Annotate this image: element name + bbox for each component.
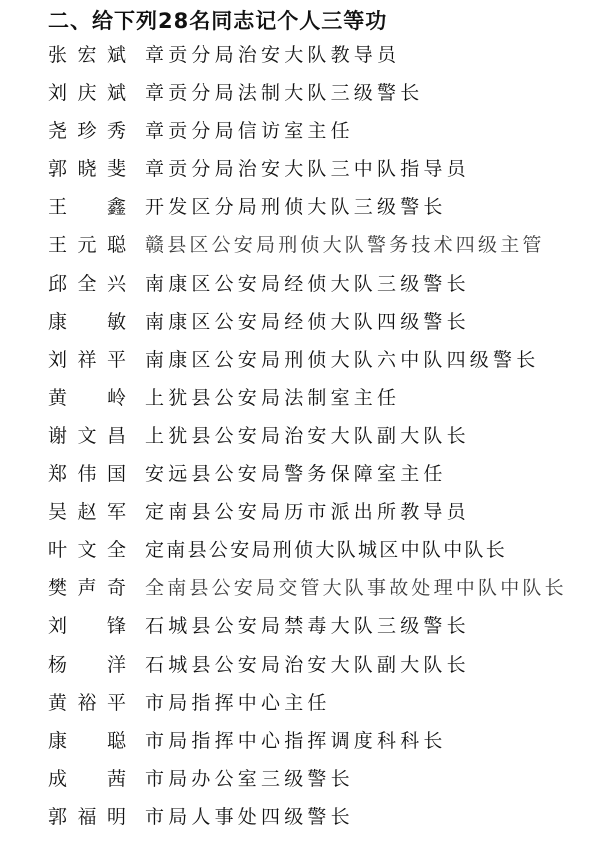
awardee-title: 石城县公安局治安大队副大队长: [145, 653, 470, 676]
list-item: [0, 226, 600, 264]
list-item: [0, 74, 600, 112]
awardee-name: 叶文全: [48, 539, 128, 562]
awardee-name: 黄裕平: [48, 691, 128, 714]
awardee-title: 安远县公安局警务保障室主任: [145, 463, 447, 486]
awardee-name: 刘庆斌: [48, 82, 128, 105]
awardee-list: [0, 36, 600, 836]
awardee-name: 邱全兴: [48, 272, 128, 295]
awardee-name: 吴赵军: [48, 501, 128, 524]
awardee-name: 郭福明: [48, 805, 128, 828]
list-item: [0, 36, 600, 74]
awardee-name: 谢文昌: [48, 424, 128, 447]
awardee-name: 刘 锋: [48, 615, 128, 638]
awardee-name: 张宏斌: [48, 44, 128, 66]
awardee-title: 市局人事处四级警长: [145, 805, 354, 828]
awardee-title: 南康区公安局刑侦大队六中队四级警长: [145, 348, 540, 371]
list-item: [0, 303, 600, 341]
awardee-title: 南康区公安局经侦大队四级警长: [145, 310, 470, 333]
awardee-title: 上犹县公安局治安大队副大队长: [145, 424, 470, 447]
awardee-title: 市局指挥中心主任: [145, 691, 331, 714]
awardee-title: 南康区公安局经侦大队三级警长: [145, 272, 470, 295]
awardee-name: 王元聪: [48, 234, 128, 257]
list-item: [0, 569, 600, 607]
list-item: [0, 188, 600, 226]
awardee-title: 石城县公安局禁毒大队三级警长: [145, 615, 470, 638]
list-item: [0, 722, 600, 760]
list-item: [0, 798, 600, 836]
awardee-title: 章贡分局治安大队三中队指导员: [145, 158, 470, 181]
awardee-name: 杨 洋: [48, 653, 128, 676]
list-item: [0, 455, 600, 493]
awardee-title: 定南县公安局历市派出所教导员: [145, 501, 470, 524]
awardee-title: 章贡分局法制大队三级警长: [145, 82, 424, 105]
awardee-name: 郭晓斐: [48, 158, 128, 181]
awardee-title: 市局指挥中心指挥调度科科长: [145, 729, 447, 752]
awardee-name: 康 敏: [48, 310, 128, 333]
awardee-name: 王 鑫: [48, 196, 128, 219]
list-item: [0, 684, 600, 722]
list-item: [0, 112, 600, 150]
awardee-title: 章贡分局治安大队教导员: [145, 44, 401, 66]
awardee-name: 樊声奇: [48, 577, 128, 600]
list-item: [0, 531, 600, 569]
list-item: [0, 646, 600, 684]
list-item: [0, 341, 600, 379]
list-item: [0, 150, 600, 188]
list-item: [0, 760, 600, 798]
awardee-name: 康 聪: [48, 729, 128, 752]
list-item: [0, 379, 600, 417]
list-item: [0, 417, 600, 455]
awardee-name: 尧珍秀: [48, 120, 128, 143]
list-item: [0, 493, 600, 531]
section-heading: 二、给下列28名同志记个人三等功: [48, 9, 388, 33]
list-item: [0, 265, 600, 303]
awardee-name: 成 茜: [48, 767, 128, 790]
awardee-name: 郑伟国: [48, 463, 128, 486]
awardee-name: 刘祥平: [48, 348, 128, 371]
list-item: [0, 607, 600, 645]
awardee-title: 市局办公室三级警长: [145, 767, 354, 790]
awardee-title: 定南县公安局刑侦大队城区中队中队长: [145, 539, 508, 562]
awardee-title: 赣县区公安局刑侦大队警务技术四级主管: [145, 234, 545, 257]
awardee-title: 开发区分局刑侦大队三级警长: [145, 196, 447, 219]
awardee-title: 全南县公安局交管大队事故处理中队中队长: [145, 577, 567, 600]
awardee-title: 上犹县公安局法制室主任: [145, 386, 401, 409]
awardee-name: 黄 岭: [48, 386, 128, 409]
awardee-title: 章贡分局信访室主任: [145, 120, 354, 143]
